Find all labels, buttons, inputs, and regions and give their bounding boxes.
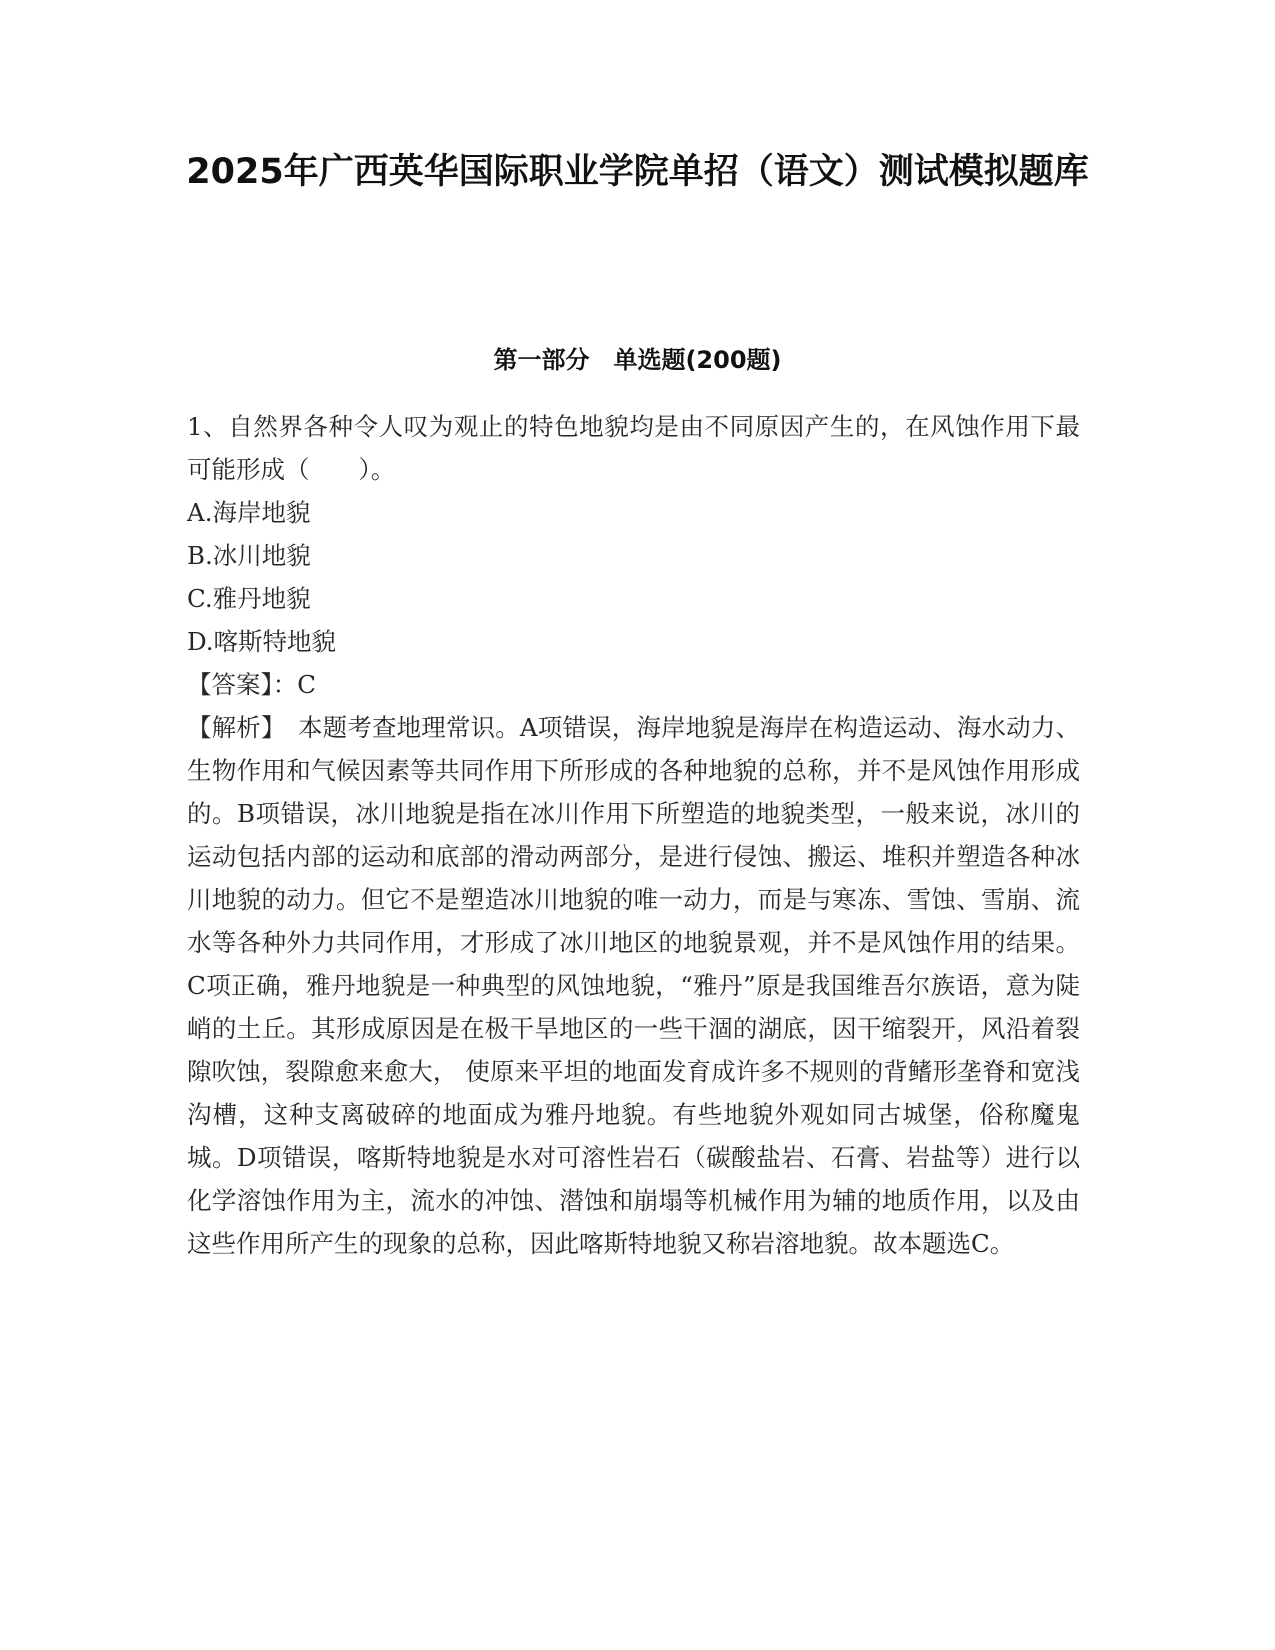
option-b: B.冰川地貌 (187, 541, 311, 570)
question-block (187, 405, 1080, 1265)
option-d: D.喀斯特地貌 (187, 627, 337, 656)
answer-line: 【答案】：C (187, 670, 316, 699)
option-c: C.雅丹地貌 (187, 584, 311, 613)
option-a: A.海岸地貌 (187, 498, 311, 527)
analysis-text: 【解析】 本题考查地理常识。A项错误，海岸地貌是海岸在构造运动、海水动力、生物作用和气候因素等共同作用下所形成的各种地貌的总称，并不是风蚀作用形成的。B项错误，冰川地貌是指在冰川作用下所塑造的地貌类型，一般来说，冰川的运动包括内部的运动和底部的滑动两部分，是进行侵蚀、搬运、堆积并塑造各种冰川地貌的动力。但它不是塑造冰川地貌的唯一动力，而是与寒冻、雪蚀、雪崩、流水等各种外力共同作用，才形成了冰川地区的地貌景观，并不是风蚀作用的结果。C项正确，雅丹地貌是一种典型的风蚀地貌，“雅丹”原是我国维吾尔族语，意为陡峭的土丘。其形成原因是在极干旱地区的一些干涸的湖底，因干缩裂开，风沿着裂隙吹蚀，裂隙愈来愈大， 使原来平坦的地面发育成许多不规则的背鳍形垄脊和宽浅沟槽，这种支离破碎的地面成为雅丹地貌。有些地貌外观如同古城堡，俗称魔鬼城。D项错误，喀斯特地貌是水对可溶性岩石（碳酸盐岩、石膏、岩盐等）进行以化学溶蚀作用为主，流水的冲蚀、潜蚀和崩塌等机械作用为辅的地质作用，以及由这些作用所产生的现象的总称，因此喀斯特地貌又称岩溶地貌。故本题选C。 (187, 713, 1080, 1258)
section-heading: 第一部分 单选题(200题) (493, 346, 782, 374)
document-title: 2025年广西英华国际职业学院单招（语文）测试模拟题库 (186, 152, 1089, 192)
question-stem: 1、自然界各种令人叹为观止的特色地貌均是由不同原因产生的，在风蚀作用下最可能形成（ ）。 (187, 412, 1080, 484)
